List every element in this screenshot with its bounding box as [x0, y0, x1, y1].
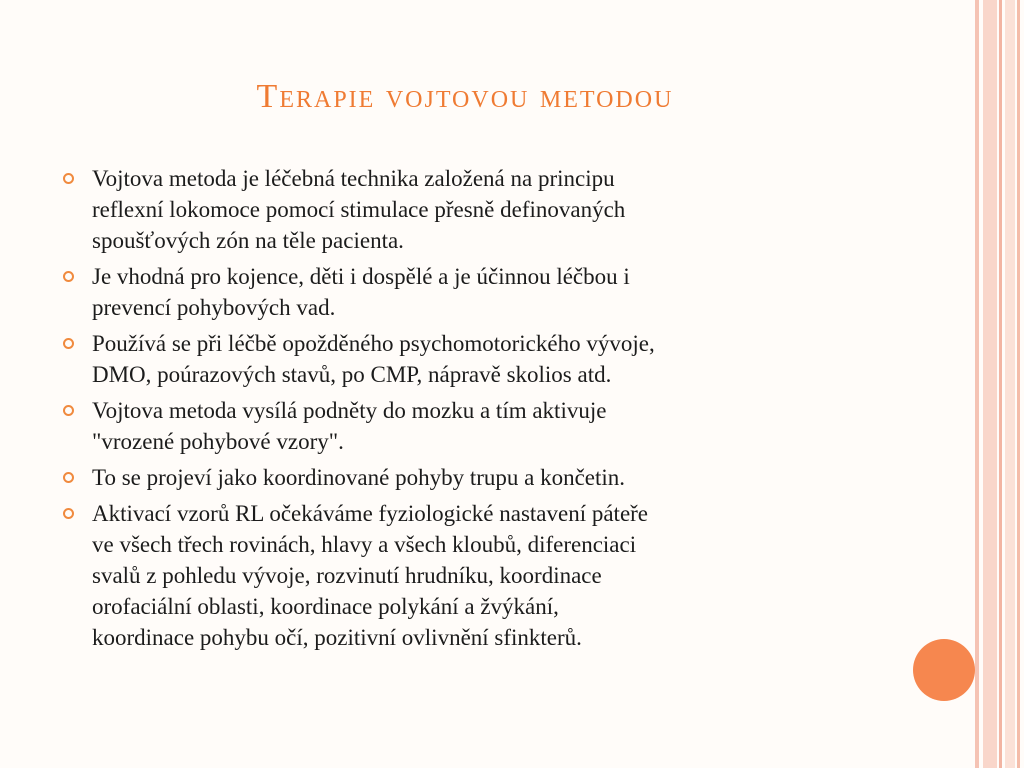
bullet-line: orofaciální oblasti, koordinace polykání a žvýkání,	[92, 594, 559, 619]
bullet-text	[92, 462, 882, 493]
decor-stripe	[975, 0, 979, 768]
bullet-circle-icon	[63, 405, 74, 416]
bullet-line: "vrozené pohybové vzory".	[92, 429, 344, 454]
bullet-line: Používá se při léčbě opožděného psychomotorického vývoje,	[92, 331, 655, 356]
bullet-line: DMO, poúrazových stavů, po CMP, nápravě skolios atd.	[92, 362, 612, 387]
decor-stripe	[1017, 0, 1020, 768]
decor-stripe	[983, 0, 997, 768]
bullet-text	[92, 261, 882, 323]
bullet-circle-icon	[63, 472, 74, 483]
decor-stripe	[999, 0, 1002, 768]
bullet-text	[92, 163, 882, 256]
bullet-item	[62, 261, 882, 323]
bullet-line: To se projeví jako koordinované pohyby trupu a končetin.	[92, 465, 626, 490]
slide-title: Terapie vojtovou metodou	[256, 78, 674, 115]
bullet-line: reflexní lokomoce pomocí stimulace přesně definovaných	[92, 197, 626, 222]
bullet-line: prevencí pohybových vad.	[92, 295, 336, 320]
bullet-circle-icon	[63, 173, 74, 184]
bullet-list	[62, 163, 882, 658]
bullet-line: koordinace pohybu očí, pozitivní ovlivnění sfinkterů.	[92, 625, 582, 650]
bullet-line: Vojtova metoda je léčebná technika založená na principu	[92, 166, 615, 191]
bullet-line: spoušťových zón na těle pacienta.	[92, 228, 404, 253]
bullet-item	[62, 328, 882, 390]
bullet-text	[92, 395, 882, 457]
bullet-item	[62, 498, 882, 653]
bullet-circle-icon	[63, 271, 74, 282]
bullet-text	[92, 328, 882, 390]
bullet-item	[62, 462, 882, 493]
bullet-circle-icon	[63, 338, 74, 349]
bullet-line: ve všech třech rovinách, hlavy a všech kloubů, diferenciaci	[92, 532, 637, 557]
bullet-circle-icon	[63, 508, 74, 519]
decor-stripe	[1005, 0, 1015, 768]
bullet-line: Aktivací vzorů RL očekáváme fyziologické nastavení páteře	[92, 501, 649, 526]
bullet-item	[62, 395, 882, 457]
bullet-line: svalů z pohledu vývoje, rozvinutí hrudníku, koordinace	[92, 563, 602, 588]
bullet-item	[62, 163, 882, 256]
bullet-line: Je vhodná pro kojence, děti i dospělé a je účinnou léčbou i	[92, 264, 630, 289]
decor-circle	[913, 639, 975, 701]
bullet-text	[92, 498, 882, 653]
bullet-line: Vojtova metoda vysílá podněty do mozku a tím aktivuje	[92, 398, 607, 423]
